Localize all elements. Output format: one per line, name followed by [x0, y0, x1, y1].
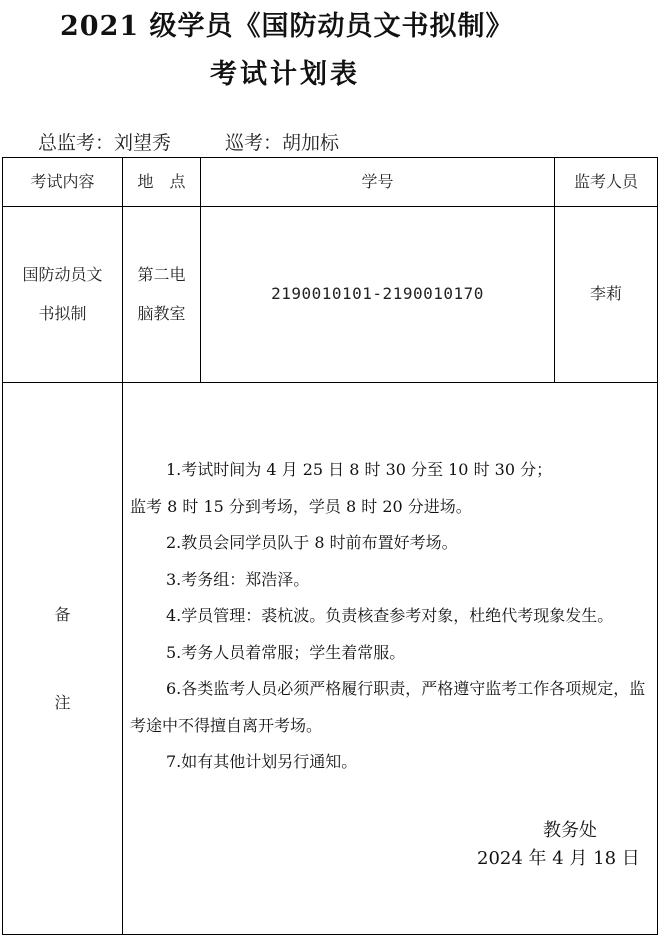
remarks-notes: [130, 452, 652, 781]
table-border-right: [657, 157, 658, 935]
table-border-bottom: [2, 934, 658, 935]
header-exam-content: 考试内容: [30, 171, 95, 191]
location-line2: 脑教室: [137, 303, 186, 323]
note-item: 监考 8 时 15 分到考场，学员 8 时 20 分进场。: [130, 496, 472, 516]
cell-student-ids: 2190010101-2190010170: [271, 284, 484, 304]
note-item: 1.考试时间为 4 月 25 日 8 时 30 分至 10 时 30 分；: [166, 460, 553, 479]
table-row-divider: [2, 382, 658, 383]
note-item: 4.学员管理：裘杭波。负责核查参考对象，杜绝代考现象发生。: [166, 606, 614, 625]
signature-office: 教务处: [543, 820, 597, 841]
signature-date: 2024 年 4 月 18 日: [477, 848, 640, 869]
patrol-supervisor: 巡考：胡加标: [225, 132, 340, 154]
note-item: 5.考务人员着常服；学生着常服。: [166, 642, 406, 662]
location-line1: 第二电: [137, 265, 186, 285]
header-location: 地 点: [137, 171, 186, 191]
remarks-label-1: 备: [54, 604, 71, 624]
header-proctor: 监考人员: [573, 171, 638, 191]
remarks-label-2: 注: [54, 692, 71, 712]
cell-exam-content: [3, 207, 122, 382]
header-student-id: 学号: [361, 171, 394, 191]
exam-content-line2: 书拟制: [38, 303, 87, 323]
chief-supervisor: 总监考：刘望秀: [38, 132, 172, 154]
cell-location: [123, 207, 200, 382]
note-item: 6.各类监考人员必须严格履行职责，严格遵守监考工作各项规定，监考途中不得擅自离开考场。: [130, 679, 646, 735]
note-item: 7.如有其他计划另行通知。: [166, 752, 358, 771]
cell-proctor: 李莉: [589, 284, 622, 304]
document-title: 2021 级学员《国防动员文书拟制》: [60, 11, 514, 42]
document-subtitle: 考试计划表: [210, 59, 360, 90]
exam-content-line1: 国防动员文: [22, 265, 103, 285]
note-item: 2.教员会同学员队于 8 时前布置好考场。: [166, 533, 458, 552]
note-item: 3.考务组：郑浩泽。: [166, 569, 310, 589]
